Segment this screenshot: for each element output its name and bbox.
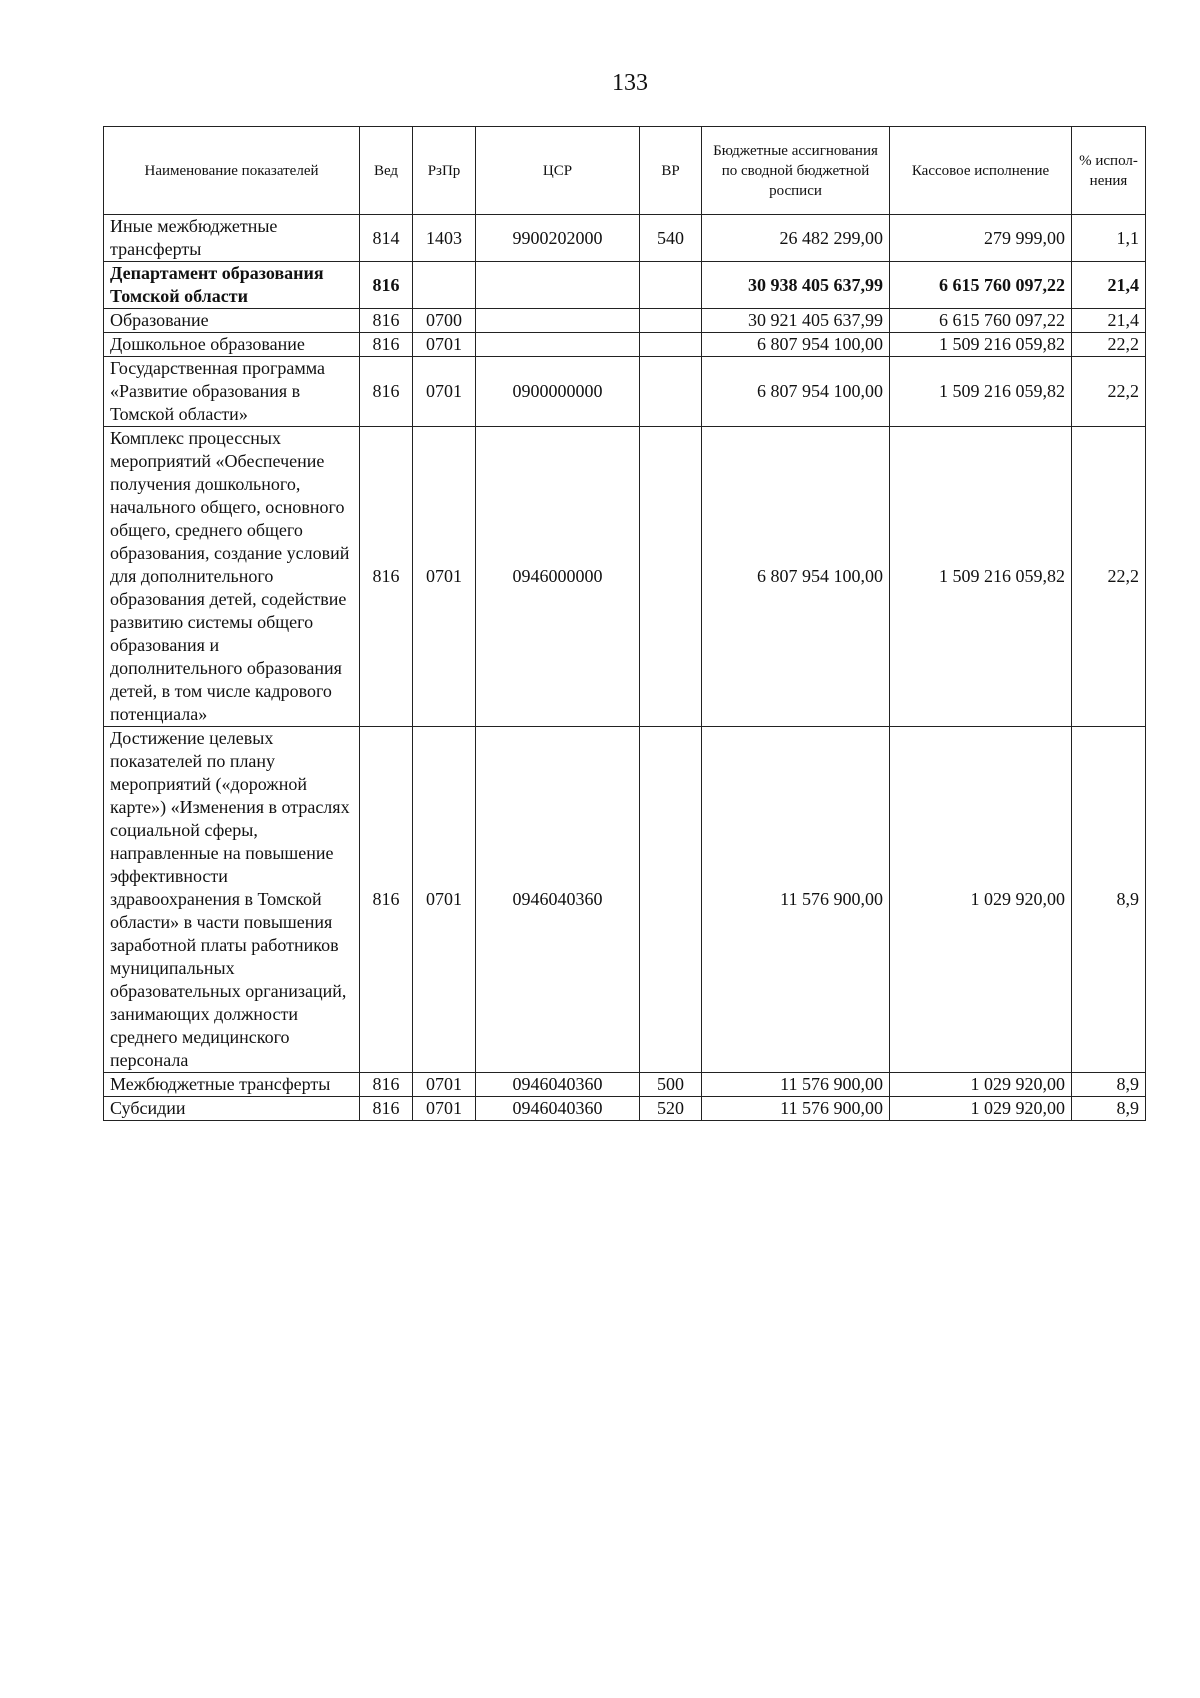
table-row: [104, 727, 1146, 1073]
row-cash: 6 615 760 097,22: [890, 309, 1072, 333]
row-vr: 500: [640, 1073, 702, 1097]
row-rzpr: 0701: [413, 333, 476, 357]
row-name: Достижение целевых показателей по плану мероприятий («дорожной карте») «Изменения в отраслях социальной сферы, направленные на повышение эффективности здравоохранения в Томской области» в части повышения заработной платы работников муниципальных образовательных организаций, занимающих должности среднего медицинского персонала: [104, 727, 360, 1073]
row-percent: 21,4: [1072, 262, 1146, 309]
row-rzpr: 0701: [413, 727, 476, 1073]
header-percent: % испол-нения: [1072, 127, 1146, 215]
row-percent: 22,2: [1072, 427, 1146, 727]
row-budget: 26 482 299,00: [702, 215, 890, 262]
row-vr: [640, 262, 702, 309]
header-csr: ЦСР: [476, 127, 640, 215]
row-name: Государственная программа «Развитие образования в Томской области»: [104, 357, 360, 427]
row-vr: [640, 357, 702, 427]
row-name: Комплекс процессных мероприятий «Обеспечение получения дошкольного, начального общего, основного общего, среднего общего образования, создание условий для дополнительного образования детей, содействие развитию системы общего образования и дополнительного образования детей, в том числе кадрового потенциала»: [104, 427, 360, 727]
row-percent: 22,2: [1072, 357, 1146, 427]
row-budget: 30 938 405 637,99: [702, 262, 890, 309]
row-percent: 8,9: [1072, 1097, 1146, 1121]
row-rzpr: 0700: [413, 309, 476, 333]
row-vr: [640, 727, 702, 1073]
row-csr: 0900000000: [476, 357, 640, 427]
row-cash: 1 029 920,00: [890, 727, 1072, 1073]
row-cash: 1 509 216 059,82: [890, 333, 1072, 357]
row-cash: 6 615 760 097,22: [890, 262, 1072, 309]
row-vr: [640, 333, 702, 357]
row-csr: [476, 333, 640, 357]
row-cash: 1 509 216 059,82: [890, 357, 1072, 427]
row-csr: [476, 309, 640, 333]
row-rzpr: [413, 262, 476, 309]
row-rzpr: 0701: [413, 427, 476, 727]
row-csr: 9900202000: [476, 215, 640, 262]
table-row: [104, 1073, 1146, 1097]
row-name: Департамент образования Томской области: [104, 262, 360, 309]
row-budget: 11 576 900,00: [702, 1097, 890, 1121]
page-number: 133: [612, 70, 648, 96]
table-row: [104, 309, 1146, 333]
row-cash: 1 509 216 059,82: [890, 427, 1072, 727]
row-rzpr: 0701: [413, 1097, 476, 1121]
row-ved: 816: [360, 333, 413, 357]
table-row: [104, 262, 1146, 309]
row-percent: 8,9: [1072, 1073, 1146, 1097]
row-name: Образование: [104, 309, 360, 333]
row-vr: [640, 309, 702, 333]
row-budget: 6 807 954 100,00: [702, 427, 890, 727]
header-rzpr: РзПр: [413, 127, 476, 215]
header-name: Наименование показателей: [104, 127, 360, 215]
table-row: [104, 215, 1146, 262]
row-cash: 279 999,00: [890, 215, 1072, 262]
row-rzpr: 1403: [413, 215, 476, 262]
row-ved: 816: [360, 309, 413, 333]
row-budget: 6 807 954 100,00: [702, 333, 890, 357]
table-header-row: [104, 127, 1146, 215]
row-name: Иные межбюджетные трансферты: [104, 215, 360, 262]
row-vr: 540: [640, 215, 702, 262]
row-csr: 0946000000: [476, 427, 640, 727]
row-csr: 0946040360: [476, 1073, 640, 1097]
row-budget: 11 576 900,00: [702, 1073, 890, 1097]
row-csr: [476, 262, 640, 309]
row-budget: 30 921 405 637,99: [702, 309, 890, 333]
row-ved: 816: [360, 727, 413, 1073]
row-ved: 816: [360, 1097, 413, 1121]
row-rzpr: 0701: [413, 357, 476, 427]
table-row: [104, 427, 1146, 727]
row-rzpr: 0701: [413, 1073, 476, 1097]
header-cash: Кассовое исполнение: [890, 127, 1072, 215]
row-percent: 8,9: [1072, 727, 1146, 1073]
row-percent: 22,2: [1072, 333, 1146, 357]
row-budget: 11 576 900,00: [702, 727, 890, 1073]
row-csr: 0946040360: [476, 1097, 640, 1121]
table-row: [104, 1097, 1146, 1121]
row-ved: 816: [360, 1073, 413, 1097]
row-cash: 1 029 920,00: [890, 1097, 1072, 1121]
row-name: Межбюджетные трансферты: [104, 1073, 360, 1097]
row-ved: 816: [360, 427, 413, 727]
header-vr: ВР: [640, 127, 702, 215]
row-csr: 0946040360: [476, 727, 640, 1073]
row-vr: [640, 427, 702, 727]
row-vr: 520: [640, 1097, 702, 1121]
row-ved: 814: [360, 215, 413, 262]
budget-execution-table: [103, 126, 1146, 1121]
table-row: [104, 333, 1146, 357]
header-budget: Бюджетные ассигнования по сводной бюджетной росписи: [702, 127, 890, 215]
table-row: [104, 357, 1146, 427]
row-ved: 816: [360, 262, 413, 309]
row-budget: 6 807 954 100,00: [702, 357, 890, 427]
row-name: Дошкольное образование: [104, 333, 360, 357]
row-percent: 21,4: [1072, 309, 1146, 333]
row-cash: 1 029 920,00: [890, 1073, 1072, 1097]
row-percent: 1,1: [1072, 215, 1146, 262]
row-name: Субсидии: [104, 1097, 360, 1121]
row-ved: 816: [360, 357, 413, 427]
header-ved: Вед: [360, 127, 413, 215]
